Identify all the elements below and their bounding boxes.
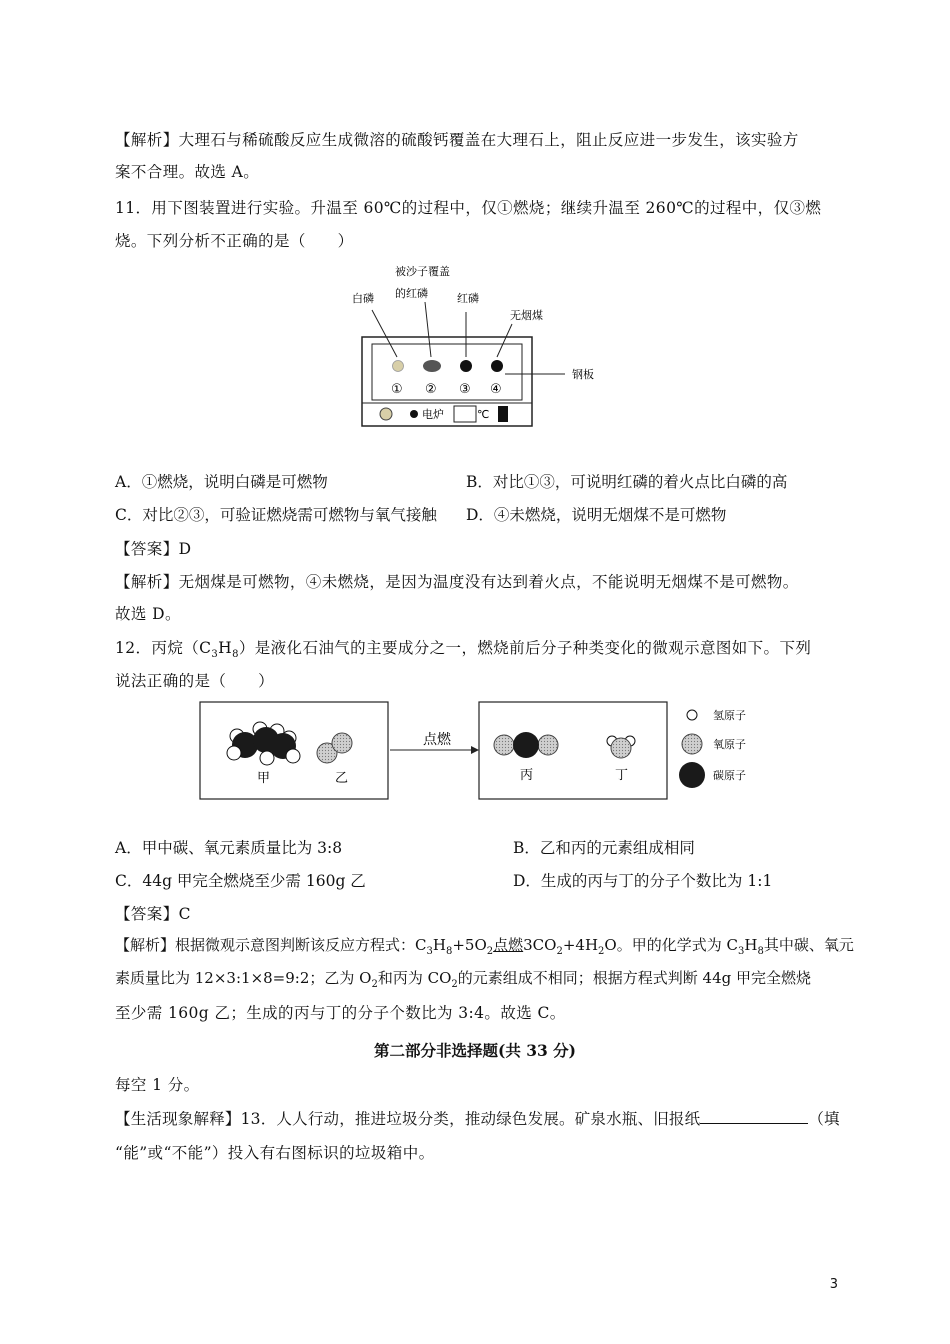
- svg-text:℃: ℃: [477, 408, 490, 421]
- water-molecule: [607, 736, 635, 758]
- question-13-stem-cont: “能”或“不能”）投入有右图标识的垃圾箱中。: [115, 1144, 435, 1162]
- svg-text:②: ②: [425, 382, 437, 397]
- q11-option-a: A．①燃烧，说明白磷是可燃物: [115, 473, 328, 491]
- svg-text:①: ①: [391, 382, 403, 397]
- q12-explanation-cont2: 至少需 160g 乙；生成的丙与丁的分子个数比为 3:4。故选 C。: [115, 1004, 566, 1022]
- answer-blank[interactable]: [700, 1109, 808, 1124]
- propane-combustion-micro-diagram: [195, 698, 785, 803]
- svg-text:③: ③: [459, 382, 471, 397]
- q12-explanation: 【解析】根据微观示意图判断该反应方程式：$C_3H_8+5O_2$点燃$3CO_2+4H_2O$。甲的化学式为 $C_3H_8$其中碳、氧元: [115, 936, 854, 957]
- carbon-dioxide-molecule: [494, 732, 558, 758]
- white-phosphorus-sample: [393, 361, 404, 372]
- question-11-stem-cont: 烧。下列分析不正确的是（ ）: [115, 232, 354, 250]
- q12-answer: 【答案】C: [115, 905, 191, 923]
- carbon-atom-legend-icon: [679, 762, 705, 788]
- q12-option-d: D．生成的丙与丁的分子个数比为 1:1: [513, 872, 773, 890]
- q11-option-b: B．对比①③，可说明红磷的着火点比白磷的高: [466, 473, 788, 491]
- q12-option-c: C．44g 甲完全燃烧至少需 160g 乙: [115, 872, 366, 890]
- hydrogen-atom-legend-icon: [687, 710, 697, 720]
- label-yi: 乙: [335, 771, 349, 786]
- anthracite-sample: [491, 360, 503, 372]
- q11-explanation: 【解析】无烟煤是可燃物，④未燃烧，是因为温度没有达到着火点，不能说明无烟煤不是可燃物。: [115, 573, 799, 591]
- label-electric-stove: 电炉: [422, 408, 444, 421]
- stove-switch: [498, 406, 508, 422]
- oxygen-molecule: [317, 733, 352, 763]
- label-bing: 丙: [520, 768, 534, 783]
- temperature-display: [454, 406, 476, 422]
- question-12-stem-cont: 说法正确的是（ ）: [115, 672, 275, 690]
- svg-text:碳原子: 碳原子: [713, 769, 746, 782]
- label-jia: 甲: [257, 771, 271, 786]
- page-number: 3: [829, 1277, 838, 1292]
- text-line: 【解析】大理石与稀硫酸反应生成微溶的硫酸钙覆盖在大理石上，阻止反应进一步发生，该实验方: [115, 131, 799, 149]
- stove-knob-icon: [380, 408, 392, 420]
- q11-explanation-cont: 故选 D。: [115, 605, 181, 623]
- q12-explanation-cont: 素质量比为 12×3:1×8=9:2；乙为 $O_2$和丙为 $CO_2$的元素组成不相同；根据方程式判断 44g 甲完全燃烧: [115, 969, 811, 990]
- label-steel-plate: 钢板: [572, 368, 594, 381]
- q11-option-d: D．④未燃烧，说明无烟煤不是可燃物: [466, 506, 727, 524]
- red-phosphorus-sample: [460, 360, 472, 372]
- svg-text:氢原子: 氢原子: [713, 709, 746, 722]
- oxygen-atom-legend-icon: [682, 734, 702, 754]
- sand-covered-red-phosphorus: [423, 360, 441, 372]
- q12-option-b: B．乙和丙的元素组成相同: [513, 839, 695, 857]
- propane-molecule: [227, 722, 300, 765]
- label-red-phosphorus: 红磷: [457, 292, 479, 305]
- scoring-note: 每空 1 分。: [115, 1076, 200, 1094]
- label-sand-covered-2: 的红磷: [395, 287, 428, 300]
- question-11-stem: 11．用下图装置进行实验。升温至 60℃的过程中，仅①燃烧；继续升温至 260℃的过程中，仅③燃: [115, 199, 822, 217]
- question-13-stem: 【生活现象解释】13．人人行动，推进垃圾分类，推动绿色发展。矿泉水瓶、旧报纸 （填: [115, 1110, 840, 1128]
- text-line: 案不合理。故选 A。: [115, 163, 260, 181]
- label-ignite: 点燃: [423, 732, 451, 748]
- svg-text:④: ④: [490, 382, 502, 397]
- label-anthracite: 无烟煤: [510, 309, 543, 322]
- stove-indicator-icon: [410, 410, 418, 418]
- svg-text:氧原子: 氧原子: [713, 738, 746, 751]
- q12-option-a: A．甲中碳、氧元素质量比为 3:8: [115, 839, 343, 857]
- section-heading: 第二部分非选择题(共 33 分): [373, 1041, 577, 1060]
- label-sand-covered: 被沙子覆盖: [395, 265, 450, 278]
- label-ding: 丁: [615, 768, 629, 783]
- combustion-apparatus-figure: [340, 262, 620, 432]
- q11-answer: 【答案】D: [115, 540, 192, 558]
- question-12-stem: 12．丙烷$(C_3H_8)$是液化石油气的主要成分之一，燃烧前后分子种类变化的微观示意图如下。下列: [115, 639, 812, 661]
- q11-option-c: C．对比②③，可验证燃烧需可燃物与氧气接触: [115, 506, 437, 524]
- label-white-phosphorus: 白磷: [352, 292, 374, 305]
